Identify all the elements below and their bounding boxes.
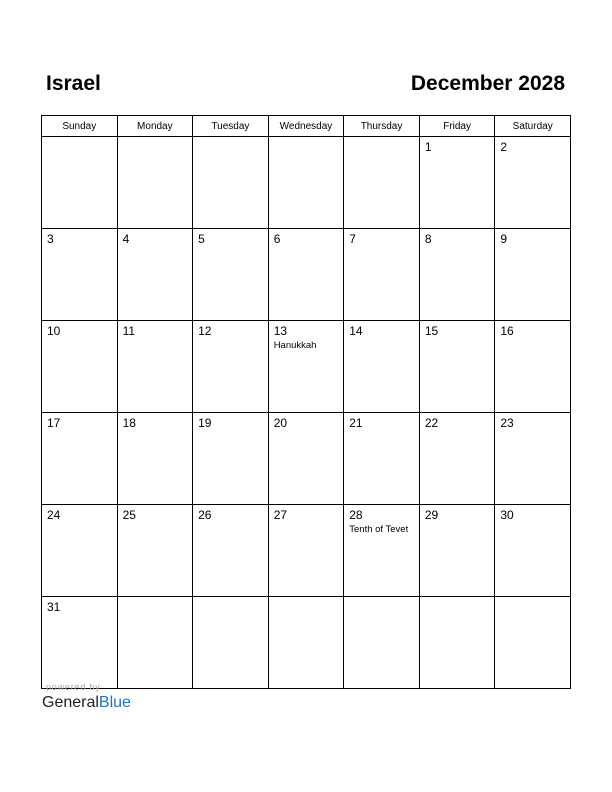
weekday-monday: Monday	[117, 116, 193, 137]
day-cell	[42, 137, 118, 229]
day-number: 5	[198, 232, 205, 246]
calendar-grid	[41, 115, 571, 689]
day-cell	[117, 137, 193, 229]
day-number: 18	[122, 416, 136, 430]
day-number: 3	[47, 232, 54, 246]
generalblue-logo	[42, 694, 131, 712]
day-cell	[495, 137, 571, 229]
day-number: 12	[198, 324, 212, 338]
day-number: 20	[273, 416, 288, 430]
day-number: 26	[198, 508, 212, 522]
day-cell	[42, 505, 118, 597]
day-cell	[268, 597, 344, 689]
day-number: 7	[349, 232, 356, 246]
day-cell	[344, 413, 420, 505]
day-cell	[419, 321, 495, 413]
day-number: 14	[349, 324, 363, 338]
day-cell	[495, 413, 571, 505]
weekday-saturday: Saturday	[495, 116, 571, 137]
day-number: 24	[47, 508, 61, 522]
day-number: 23	[500, 416, 514, 430]
day-cell	[193, 229, 269, 321]
day-cell	[344, 137, 420, 229]
week-row	[42, 321, 571, 413]
day-cell	[42, 229, 118, 321]
weekday-sunday: Sunday	[42, 116, 118, 137]
day-cell	[117, 505, 193, 597]
day-number: 31	[47, 600, 61, 614]
day-cell	[193, 413, 269, 505]
day-cell	[419, 229, 495, 321]
week-row	[42, 229, 571, 321]
calendar-body	[42, 137, 571, 689]
day-cell	[117, 321, 193, 413]
day-number: 21	[349, 416, 363, 430]
day-number: 30	[500, 508, 514, 522]
brand-general-text: General	[42, 694, 99, 711]
day-cell	[344, 321, 420, 413]
powered-by-label: powered by	[46, 682, 101, 692]
day-cell	[419, 505, 495, 597]
day-cell	[42, 597, 118, 689]
day-cell	[344, 597, 420, 689]
month-title: December 2028	[410, 72, 565, 95]
day-number: 16	[500, 324, 514, 338]
day-cell	[268, 505, 344, 597]
day-cell	[193, 597, 269, 689]
weekday-friday: Friday	[419, 116, 495, 137]
day-number: 4	[122, 232, 130, 246]
day-cell	[419, 413, 495, 505]
weekday-thursday: Thursday	[344, 116, 420, 137]
day-cell	[419, 597, 495, 689]
day-cell	[117, 413, 193, 505]
brand-blue-text: Blue	[98, 694, 131, 711]
day-cell	[193, 505, 269, 597]
day-number: 19	[198, 416, 212, 430]
weekday-tuesday: Tuesday	[193, 116, 269, 137]
day-cell	[42, 321, 118, 413]
country-title: Israel	[46, 72, 101, 95]
day-number: 9	[500, 232, 508, 246]
day-cell	[344, 229, 420, 321]
week-row	[42, 505, 571, 597]
day-cell	[268, 229, 344, 321]
day-cell	[495, 597, 571, 689]
day-number: 6	[273, 232, 281, 246]
day-number: 11	[122, 324, 136, 338]
day-number: 28	[349, 508, 363, 522]
day-cell	[268, 137, 344, 229]
week-row	[42, 597, 571, 689]
day-cell	[193, 321, 269, 413]
day-number: 17	[47, 416, 61, 430]
day-cell	[419, 137, 495, 229]
weekday-header-row	[42, 116, 571, 137]
day-cell	[344, 505, 420, 597]
day-cell	[268, 413, 344, 505]
day-cell	[193, 137, 269, 229]
day-number: 25	[122, 508, 136, 522]
day-number: 15	[424, 324, 439, 338]
week-row	[42, 413, 571, 505]
week-row	[42, 137, 571, 229]
weekday-wednesday: Wednesday	[268, 116, 344, 137]
day-number: 2	[500, 140, 508, 154]
day-number: 13	[273, 324, 288, 338]
day-number: 22	[424, 416, 439, 430]
day-number: 8	[424, 232, 432, 246]
day-cell	[495, 505, 571, 597]
day-cell	[495, 321, 571, 413]
day-number: 10	[47, 324, 61, 338]
day-cell	[117, 229, 193, 321]
day-cell	[117, 597, 193, 689]
day-cell	[268, 321, 344, 413]
day-number: 29	[424, 508, 439, 522]
day-cell	[42, 413, 118, 505]
day-number: 27	[273, 508, 288, 522]
day-cell	[495, 229, 571, 321]
holiday-label: Tenth of Tevet	[349, 524, 409, 535]
day-number: 1	[424, 140, 432, 154]
holiday-label: Hanukkah	[273, 340, 317, 351]
